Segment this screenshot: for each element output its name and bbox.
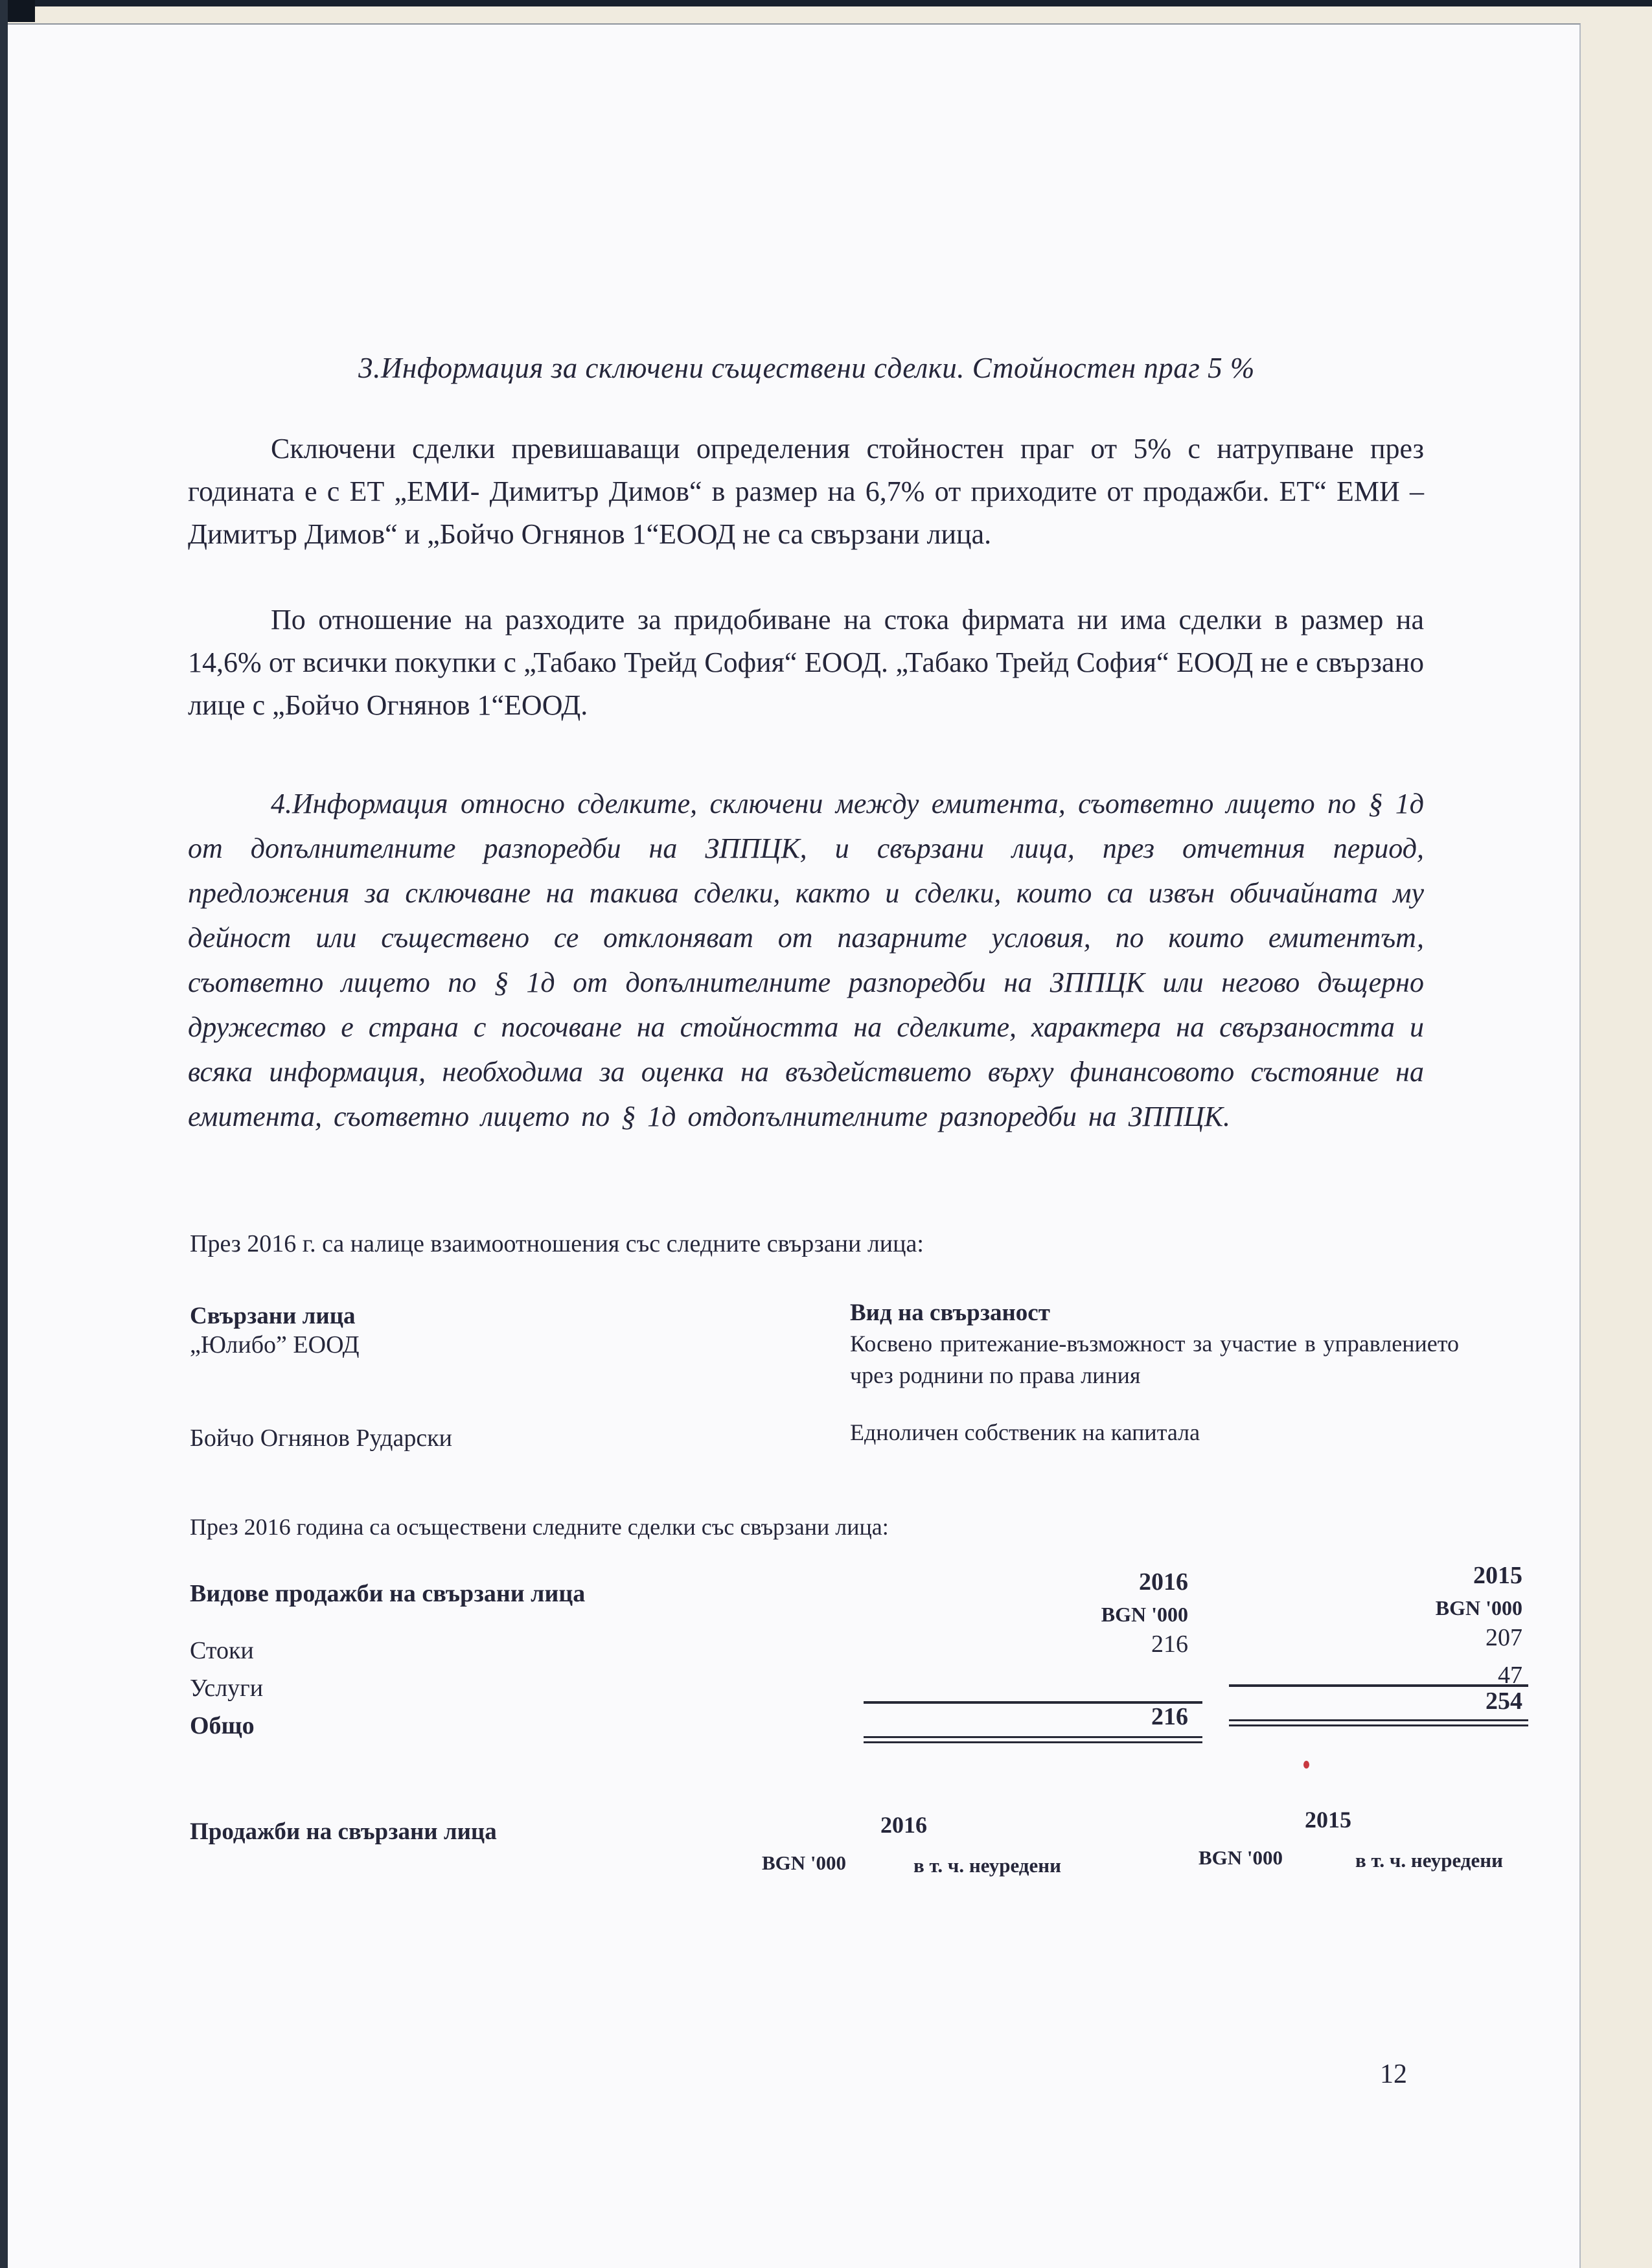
paragraph-significant-deals-2: По отношение на разходите за придобиване на стока фирмата ни има сделки в размер на 14,6% от всички покупки с „Табако Трейд София“ ЕООД. „Табако Трейд София“ ЕООД не е свързано лице с „Бойчо Огнянов 1“ЕООД. — [188, 604, 1424, 721]
scan-edge-left — [0, 0, 8, 2268]
related-sales-year-2015: 2015 — [1305, 1807, 1351, 1833]
paragraph-item4-legal-text: 4.Информация относно сделките, сключени между емитента, съответно лицето по § 1д от допълнителните разпоредби на ЗППЦК, и свързани лица, през отчетния период, предложения за сключване на такива сделки, както и сделки, които са извън обичайната му дейност или съществено се отклоняват от пазарните условия, по които емитентът, съответно лицето по § 1д от допълнителните разпоредби на ЗППЦК или негово дъщерно дружество е страна с посочване на стойността на сделките, характера на свързаността и всяка информация, необходима за оценка на въздействието върху финансовото състояние на емитента, съответно лицето по § 1д отдопълнителните разпоредби на ЗППЦК. — [188, 788, 1424, 1132]
section-heading: 3.Информация за сключени съществени сделки. Стойностен праг 5 % — [358, 352, 1255, 384]
related-party-name: „Юлибо” ЕООД — [190, 1331, 360, 1358]
paragraph-significant-deals-1: Сключени сделки превишаващи определения стойностен праг от 5% с натрупване през годината е с ЕТ „ЕМИ- Димитър Димов“ в размер на 6,7% от приходите от продажби. ЕТ“ ЕМИ – Димитър Димов“ и „Бойчо Огнянов 1“ЕООД не са свързани лица. — [188, 433, 1424, 550]
table-total-double-rule-2016 — [864, 1736, 1202, 1743]
related-sales-subcol-2015: в т. ч. неуредени — [1355, 1849, 1503, 1872]
table-total-double-rule-2015 — [1229, 1719, 1528, 1726]
deals-intro: През 2016 година са осъществени следните сделки със свързани лица: — [190, 1514, 889, 1540]
sales-table-unit-2015: BGN '000 — [1435, 1596, 1522, 1620]
red-ink-speck — [1303, 1761, 1309, 1769]
sales-table-year-2016: 2016 — [1139, 1568, 1188, 1596]
page-number: 12 — [1380, 2059, 1407, 2089]
table-row-label-services: Услуги — [190, 1675, 264, 1702]
related-party-relation: Косвено притежание-възможност за участие в управлението чрез роднини по права линия — [850, 1331, 1459, 1388]
table-total-2015: 254 — [1486, 1688, 1522, 1715]
related-sales-subcol-2016: в т. ч. неуредени — [913, 1854, 1061, 1877]
table-cell-services-2015: 47 — [1498, 1662, 1522, 1689]
table-total-2016: 216 — [1151, 1703, 1188, 1730]
sales-table-unit-2016: BGN '000 — [1101, 1603, 1188, 1626]
scan-edge-top — [0, 0, 1652, 6]
related-party-relation: Едноличен собственик на капитала — [850, 1419, 1200, 1445]
related-party-name: Бойчо Огнянов Рударски — [190, 1425, 452, 1452]
related-sales-unit-2015: BGN '000 — [1198, 1846, 1283, 1869]
sales-table-title: Видове продажби на свързани лица — [190, 1580, 586, 1607]
related-sales-table-title: Продажби на свързани лица — [190, 1818, 497, 1845]
table-total-label: Общо — [190, 1712, 255, 1739]
related-sales-year-2016: 2016 — [880, 1812, 927, 1838]
related-sales-unit-2016: BGN '000 — [761, 1851, 847, 1874]
sales-table-year-2015: 2015 — [1473, 1562, 1522, 1589]
related-parties-intro: През 2016 г. са налице взаимоотношения със следните свързани лица: — [190, 1230, 924, 1257]
table-row-label-goods: Стоки — [190, 1637, 254, 1664]
relation-type-column-header: Вид на свързаност — [850, 1300, 1050, 1326]
table-cell-goods-2016: 216 — [1151, 1631, 1188, 1658]
related-parties-column-header: Свързани лица — [190, 1303, 356, 1329]
table-cell-goods-2015: 207 — [1486, 1624, 1522, 1651]
